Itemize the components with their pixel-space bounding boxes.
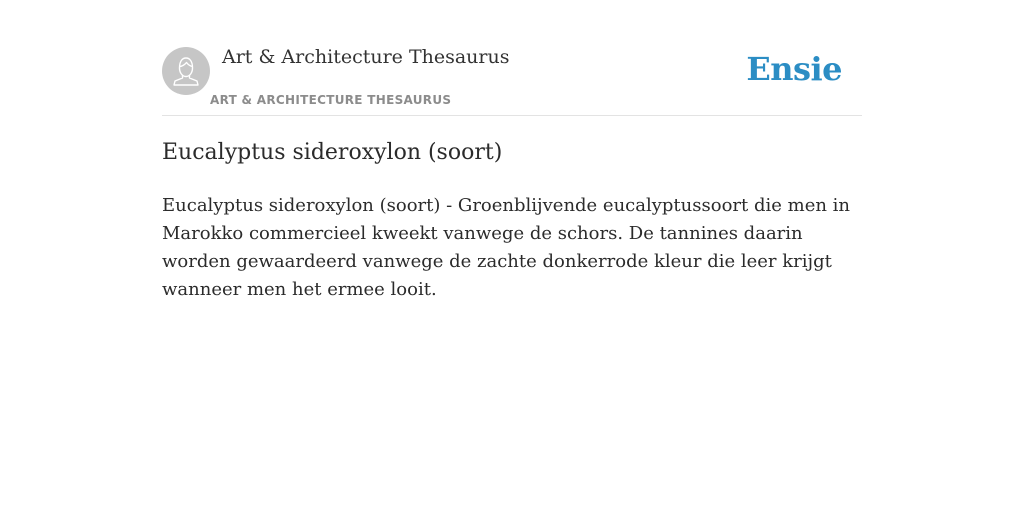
author-name[interactable]: Art & Architecture Thesaurus [222, 46, 510, 68]
brand-logo[interactable]: Ensie [746, 50, 842, 88]
user-icon [162, 47, 210, 95]
avatar[interactable] [162, 47, 210, 95]
author-subtitle[interactable]: ART & ARCHITECTURE THESAURUS [210, 93, 452, 107]
article-body: Eucalyptus sideroxylon (soort) - Groenblijvende eucalyptussoort die men in Marokko commercieel kweekt vanwege de schors. De tannines daarin worden gewaardeerd vanwege de zachte donkerrode kleur die leer krijgt wanneer men het ermee looit. [162, 195, 851, 300]
article-card [162, 0, 862, 300]
article-title: Eucalyptus sideroxylon (soort) [162, 140, 503, 165]
article-header [162, 0, 862, 116]
